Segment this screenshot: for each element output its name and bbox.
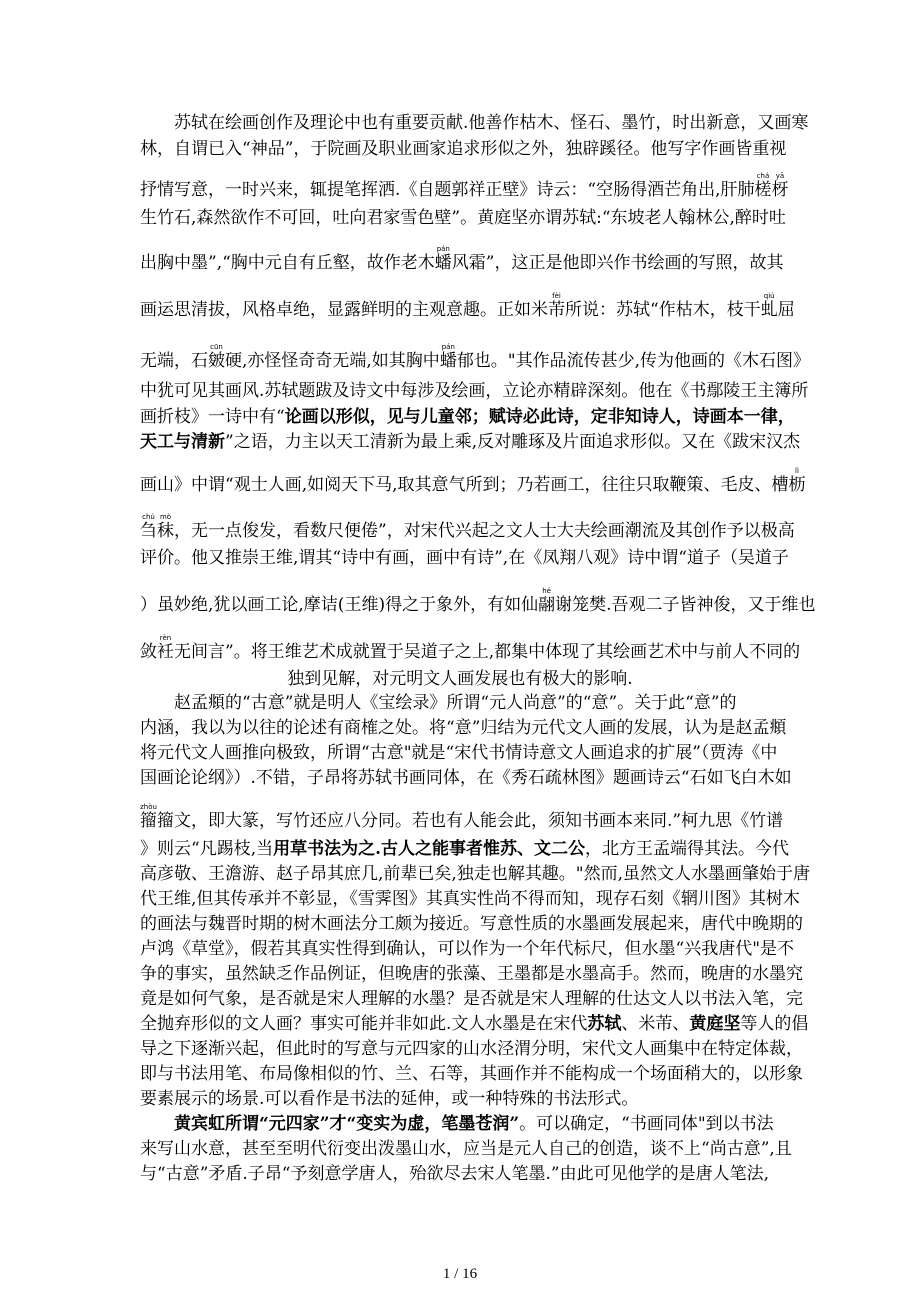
text-line: 中犹可见其画风.苏轼题跋及诗文中每涉及绘画，立论亦精辟深刻。他在《书鄢陵王主簿所 [140,381,809,401]
text-line: 独到见解，对元明文人画发展也有极大的影响. [287,669,633,689]
text-line: 高彦敬、王澹游、赵子昂其庶几,前辈已矣,独走也解其趣。"然而,虽然文人水墨画肇始于唐 [140,864,811,884]
text-line: 苏轼在绘画创作及理论中也有重要贡献.他善作枯木、怪石、墨竹，时出新意，又画寒 [174,113,809,133]
ruby-annotation: 虬qiú [760,292,778,320]
text-line: 林，自谓已入“神品”，于院画及职业画家追求形似之外，独辟蹊径。他写字作画皆重视 [140,139,787,159]
text-line: 画折枝》一诗中有“论画以形似，见与儿童邻；赋诗必此诗，定非知诗人，诗画本一律， [140,407,795,427]
ruby-annotation: 槎chá [754,172,772,200]
ruby-annotation: 刍chú [140,513,157,541]
ruby-annotation: 枥lì [788,467,806,495]
text-line: 导之下逐渐兴起，但此时的写意与元四家的山水泾渭分明，宋代文人画集中在特定体裁， [140,1039,803,1059]
text-line: 出胸中墨”,“胸中元自有丘壑，故作老木蟠pán风霜”，这正是他即兴作书绘画的写照，故其 [140,245,784,273]
text-line: 全抛弃形似的文人画？事实可能并非如此.文人水墨是在宋代苏轼、米芾、黄庭坚等人的倡 [140,1014,809,1034]
ruby-annotation: 蟠pán [439,343,457,371]
text-line: 评价。他又推崇王维,谓其“诗中有画，画中有诗”,在《凤翔八观》诗中谓“道子（吴道子 [140,548,789,568]
text-line: 天工与清新”之语，力主以天工清新为最上乘,反对雕琢及片面追求形似。又在《跋宋汉杰 [140,432,801,452]
text-line: 将元代文人画推向极致，所谓“古意"就是“宋代书情诗意文人画追求的扩展”（贾涛《中 [140,743,778,763]
ruby-annotation: 芾fèi [548,292,565,320]
ruby-annotation: 蟠pán [434,245,452,273]
text-line: 赵孟頫的“古意”就是明人《宝绘录》所谓“元人尚意”的“意”。关于此“意”的 [174,693,737,713]
text-line: 黄宾虹所谓“元四家”才“变实为虚，笔墨苍润”。可以确定，“书画同体"到以书法 [174,1114,774,1134]
text-line: 争的事实，虽然缺乏作品例证，但晚唐的张藻、王墨都是水墨高手。然而，晚唐的水墨究 [140,964,803,984]
text-line: 画山》中谓“观士人画,如阅天下马,取其意气所到；乃若画工，往往只取鞭策、毛皮、槽枥lì [140,467,806,495]
text-line: 敛衽rèn无间言”。将王维艺术成就置于吴道子之上,都集中体现了其绘画艺术中与前人不同的 [140,634,801,662]
text-line: 国画论论纲》）.不错，子昂将苏轼书画同体，在《秀石疏林图》题画诗云“石如飞白木如 [140,768,792,788]
text-line: 与“古意”矛盾.子昂“予刻意学唐人，殆欲尽去宋人笔墨.”由此可见他学的是唐人笔法, [140,1164,769,1184]
text-line: 生竹石,森然欲作不可回，吐向君家雪色壁”。黄庭坚亦谓苏轼:“东坡老人翰林公,醉时吐 [140,208,786,228]
ruby-annotation: 翮hé [538,587,556,615]
text-line: 》则云“凡踢枝,当用草书法为之.古人之能事者惟苏、文二公，北方王孟端得其法。今代 [140,839,790,859]
text-line: 刍chú秣mò，无一点俊发，看数尺便倦”，对宋代兴起之文人士大夫绘画潮流及其创作予以极高 [140,513,795,541]
ruby-annotation: 皴cūn [208,343,225,371]
text-line: 抒情写意，一时兴来，辄提笔挥洒.《自题郭祥正壁》诗云：“空肠得酒芒角出,肝肺槎chá枒yā [140,172,789,200]
text-line: 籀zhòu籀文，即大篆，写竹还应八分同。若也有人能会此，须知书画本来同.”柯九思《竹谱 [140,803,784,831]
ruby-annotation: 枒yā [771,172,789,200]
text-line: 竟是如何气象，是否就是宋人理解的水墨？是否就是宋人理解的仕达文人以书法入笔，完 [140,989,803,1009]
text-line: 卢鸿《草堂》，假若其真实性得到确认，可以作为一个年代标尺，但水墨“兴我唐代"是不 [140,939,795,959]
text-line: 即与书法用笔、布局像相似的竹、兰、石等，其画作并不能构成一个场面稍大的，以形象 [140,1064,803,1084]
page-number: 1 / 16 [442,1266,478,1282]
text-line: ）虽妙绝,犹以画工论,摩诘(王维)得之于象外，有如仙翮hé谢笼樊.吾观二子皆神俊，又于维也 [140,587,816,615]
text-line: 代王维,但其传承并不彰显，《雪霁图》其真实性尚不得而知，现存石刻《辋川图》其树木 [140,889,800,909]
text-line: 画运思清拔，风格卓绝，显露鲜明的主观意趣。正如米芾fèi所说：苏轼“作枯木，枝干虬qiú屈 [140,292,795,320]
text-line: 来写山水意，甚至至明代衍变出泼墨山水，应当是元人自己的创造，谈不上“尚古意”,且 [140,1139,792,1159]
ruby-annotation: 衽rèn [157,634,174,662]
text-line: 无端，石皴cūn硬,亦怪怪奇奇无端,如其胸中蟠pán郁也。"其作品流传甚少,传为他画的《木石图》 [140,343,811,371]
text-line: 的画法与魏晋时期的树木画法分工颇为接近。写意性质的水墨画发展起来，唐代中晚期的 [140,914,803,934]
ruby-annotation: 籀zhòu [140,803,157,831]
text-line: 要素展示的场景.可以看作是书法的延伸，或一种特殊的书法形式。 [140,1089,639,1109]
text-line: 内涵，我以为以往的论述有商榷之处。将“意”归结为元代文人画的发展，认为是赵孟頫 [140,718,787,738]
ruby-annotation: 秣mò [157,513,174,541]
